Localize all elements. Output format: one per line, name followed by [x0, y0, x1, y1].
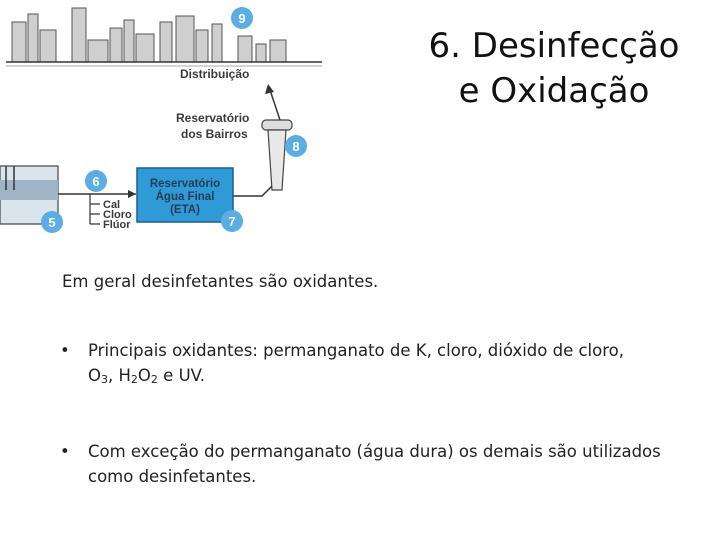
- step-5-label: 5: [48, 215, 56, 230]
- distribution-label: Distribuição: [180, 67, 250, 81]
- chemical-fluor: Flúor: [103, 219, 131, 231]
- bullet-permanganate: [60, 439, 700, 489]
- step-8-label: 8: [292, 139, 300, 154]
- title-line-2: e Oxidação: [458, 71, 650, 111]
- chemical-cloro: Cloro: [103, 209, 132, 221]
- formula-h2o2: H2O2: [118, 366, 158, 386]
- reservoir-neighborhood-label-1: Reservatório: [176, 111, 250, 125]
- water-tower-icon: [262, 120, 292, 190]
- bullet-oxidants-text: Principais oxidantes: permanganato de K, cloro, dióxido de cloro,: [88, 341, 625, 360]
- intro-text: Em geral desinfetantes são oxidantes.: [62, 272, 379, 291]
- slide-title: [408, 24, 700, 114]
- bullet-marker: •: [60, 341, 70, 360]
- final-reservoir-label-1: Reservatório: [149, 178, 221, 190]
- step-9-label: 9: [238, 11, 246, 26]
- formula-o3: O3: [88, 366, 108, 386]
- title-line-1: 6. Desinfecção: [428, 26, 680, 66]
- step-6-label: 6: [92, 174, 100, 189]
- final-reservoir-label-2: Água Final: [155, 191, 215, 203]
- water-treatment-diagram: [0, 0, 330, 240]
- bullet-oxidants: • Principais oxidantes: permanganato de K, cloro, dióxido de cloro, O3, H2O2 e UV.: [60, 338, 700, 392]
- bullet-permanganate-text: Com exceção do permanganato (água dura) os demais são utilizados como desinfetantes.: [88, 442, 661, 486]
- reservoir-neighborhood-label-2: dos Bairros: [181, 127, 248, 141]
- bullet-marker: •: [60, 442, 70, 461]
- step-7-label: 7: [228, 214, 236, 229]
- chemical-cal: Cal: [103, 199, 121, 211]
- bullet-list: [60, 338, 700, 489]
- final-reservoir-label-3: (ETA): [170, 204, 200, 216]
